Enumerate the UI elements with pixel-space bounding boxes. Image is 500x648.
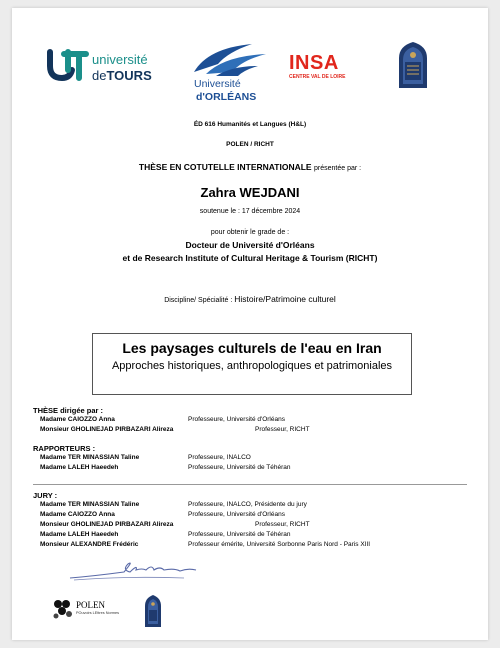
thesis-type-line xyxy=(12,162,488,172)
richt-arch-icon xyxy=(396,40,430,90)
jury-member-role: Professeure, Université d'Orléans xyxy=(188,511,285,518)
document-page xyxy=(12,8,488,640)
jury-member-role: Professeur, RICHT xyxy=(255,521,310,528)
signature xyxy=(64,556,204,582)
director-role: Professeure, Université d'Orléans xyxy=(188,416,285,423)
jury-row xyxy=(12,531,488,541)
direction-heading: THÈSE dirigée par : xyxy=(33,406,104,415)
jury-member-name: Monsieur ALEXANDRE Frédéric xyxy=(40,541,139,548)
degree-label: pour obtenir le grade de : xyxy=(210,229,290,236)
jury-divider xyxy=(33,484,467,485)
insa-logo-name: INSA xyxy=(289,52,339,74)
thesis-title: Les paysages culturels de l'eau en Iran xyxy=(122,340,382,356)
jury-member-role: Professeure, INALCO, Présidente du jury xyxy=(188,501,307,508)
jury-heading: JURY : xyxy=(33,491,58,500)
tours-logo-line1: université xyxy=(92,52,148,67)
tours-emblem-icon xyxy=(46,48,90,82)
director-name: Monsieur GHOLINEJAD PIRBAZARI Alireza xyxy=(40,426,174,433)
reporter-name: Madame LALEH Haeedeh xyxy=(40,464,119,471)
thesis-title-box xyxy=(92,333,412,395)
thesis-type: THÈSE EN COTUTELLE INTERNATIONALE xyxy=(138,162,312,172)
reporter-name: Madame TER MINASSIAN Taline xyxy=(40,454,140,461)
laboratory: POLEN / RICHT xyxy=(226,141,274,148)
discipline-label: Discipline/ Spécialité : xyxy=(164,297,233,304)
reporter-role: Professeure, Université de Téhéran xyxy=(188,464,291,471)
orleans-logo-line2: d'ORLÉANS xyxy=(196,91,257,103)
reporters-heading: RAPPORTEURS : xyxy=(33,444,96,453)
reporter-row xyxy=(12,464,488,474)
jury-row xyxy=(12,501,488,511)
thesis-subtitle: Approches historiques, anthropologiques et patrimoniales xyxy=(111,360,393,372)
jury-row xyxy=(12,541,488,551)
presented-by: présentée par : xyxy=(313,165,362,172)
jury-member-name: Monsieur GHOLINEJAD PIRBAZARI Alireza xyxy=(40,521,174,528)
richt-logo xyxy=(396,40,430,90)
polen-logo-sub: POuvoirs LEttres Normes xyxy=(76,611,120,615)
jury-member-role: Professeure, Université de Téhéran xyxy=(188,531,291,538)
richt-logo-small xyxy=(143,594,163,628)
polen-logo-name: POLEN xyxy=(76,600,105,610)
jury-member-name: Madame LALEH Haeedeh xyxy=(40,531,119,538)
orleans-emblem-icon xyxy=(188,42,272,78)
tours-logo-line2: deTOURS xyxy=(92,68,152,83)
signature-scribble-icon xyxy=(64,556,204,582)
director-row xyxy=(12,426,488,436)
insa-logo xyxy=(289,52,361,86)
jury-member-role: Professeur émérite, Université Sorbonne Paris Nord - Paris XIII xyxy=(188,541,371,548)
richt-arch-icon xyxy=(143,594,163,628)
author-name: Zahra WEJDANI xyxy=(200,185,300,200)
discipline-value: Histoire/Patrimoine culturel xyxy=(234,294,336,304)
reporter-row xyxy=(12,454,488,464)
insa-logo-sub: CENTRE VAL DE LOIRE xyxy=(289,74,346,80)
universite-tours-logo xyxy=(46,48,166,88)
defense-date: soutenue le : 17 décembre 2024 xyxy=(199,208,301,215)
reporter-role: Professeure, INALCO xyxy=(188,454,251,461)
jury-member-name: Madame CAIOZZO Anna xyxy=(40,511,115,518)
doctoral-school: ÉD 616 Humanités et Langues (H&L) xyxy=(193,121,307,128)
jury-row xyxy=(12,511,488,521)
degree-line-1: Docteur de Université d'Orléans xyxy=(185,240,315,250)
universite-orleans-logo xyxy=(188,42,278,106)
jury-member-name: Madame TER MINASSIAN Taline xyxy=(40,501,140,508)
director-role: Professeur, RICHT xyxy=(255,426,310,433)
polen-dots-icon xyxy=(52,598,74,620)
degree-line-2: et de Research Institute of Cultural Heritage & Tourism (RICHT) xyxy=(122,253,378,263)
orleans-logo-line1: Université xyxy=(194,78,241,90)
director-row xyxy=(12,416,488,426)
director-name: Madame CAIOZZO Anna xyxy=(40,416,115,423)
discipline-line xyxy=(12,294,488,304)
jury-row xyxy=(12,521,488,531)
polen-logo xyxy=(52,598,142,628)
